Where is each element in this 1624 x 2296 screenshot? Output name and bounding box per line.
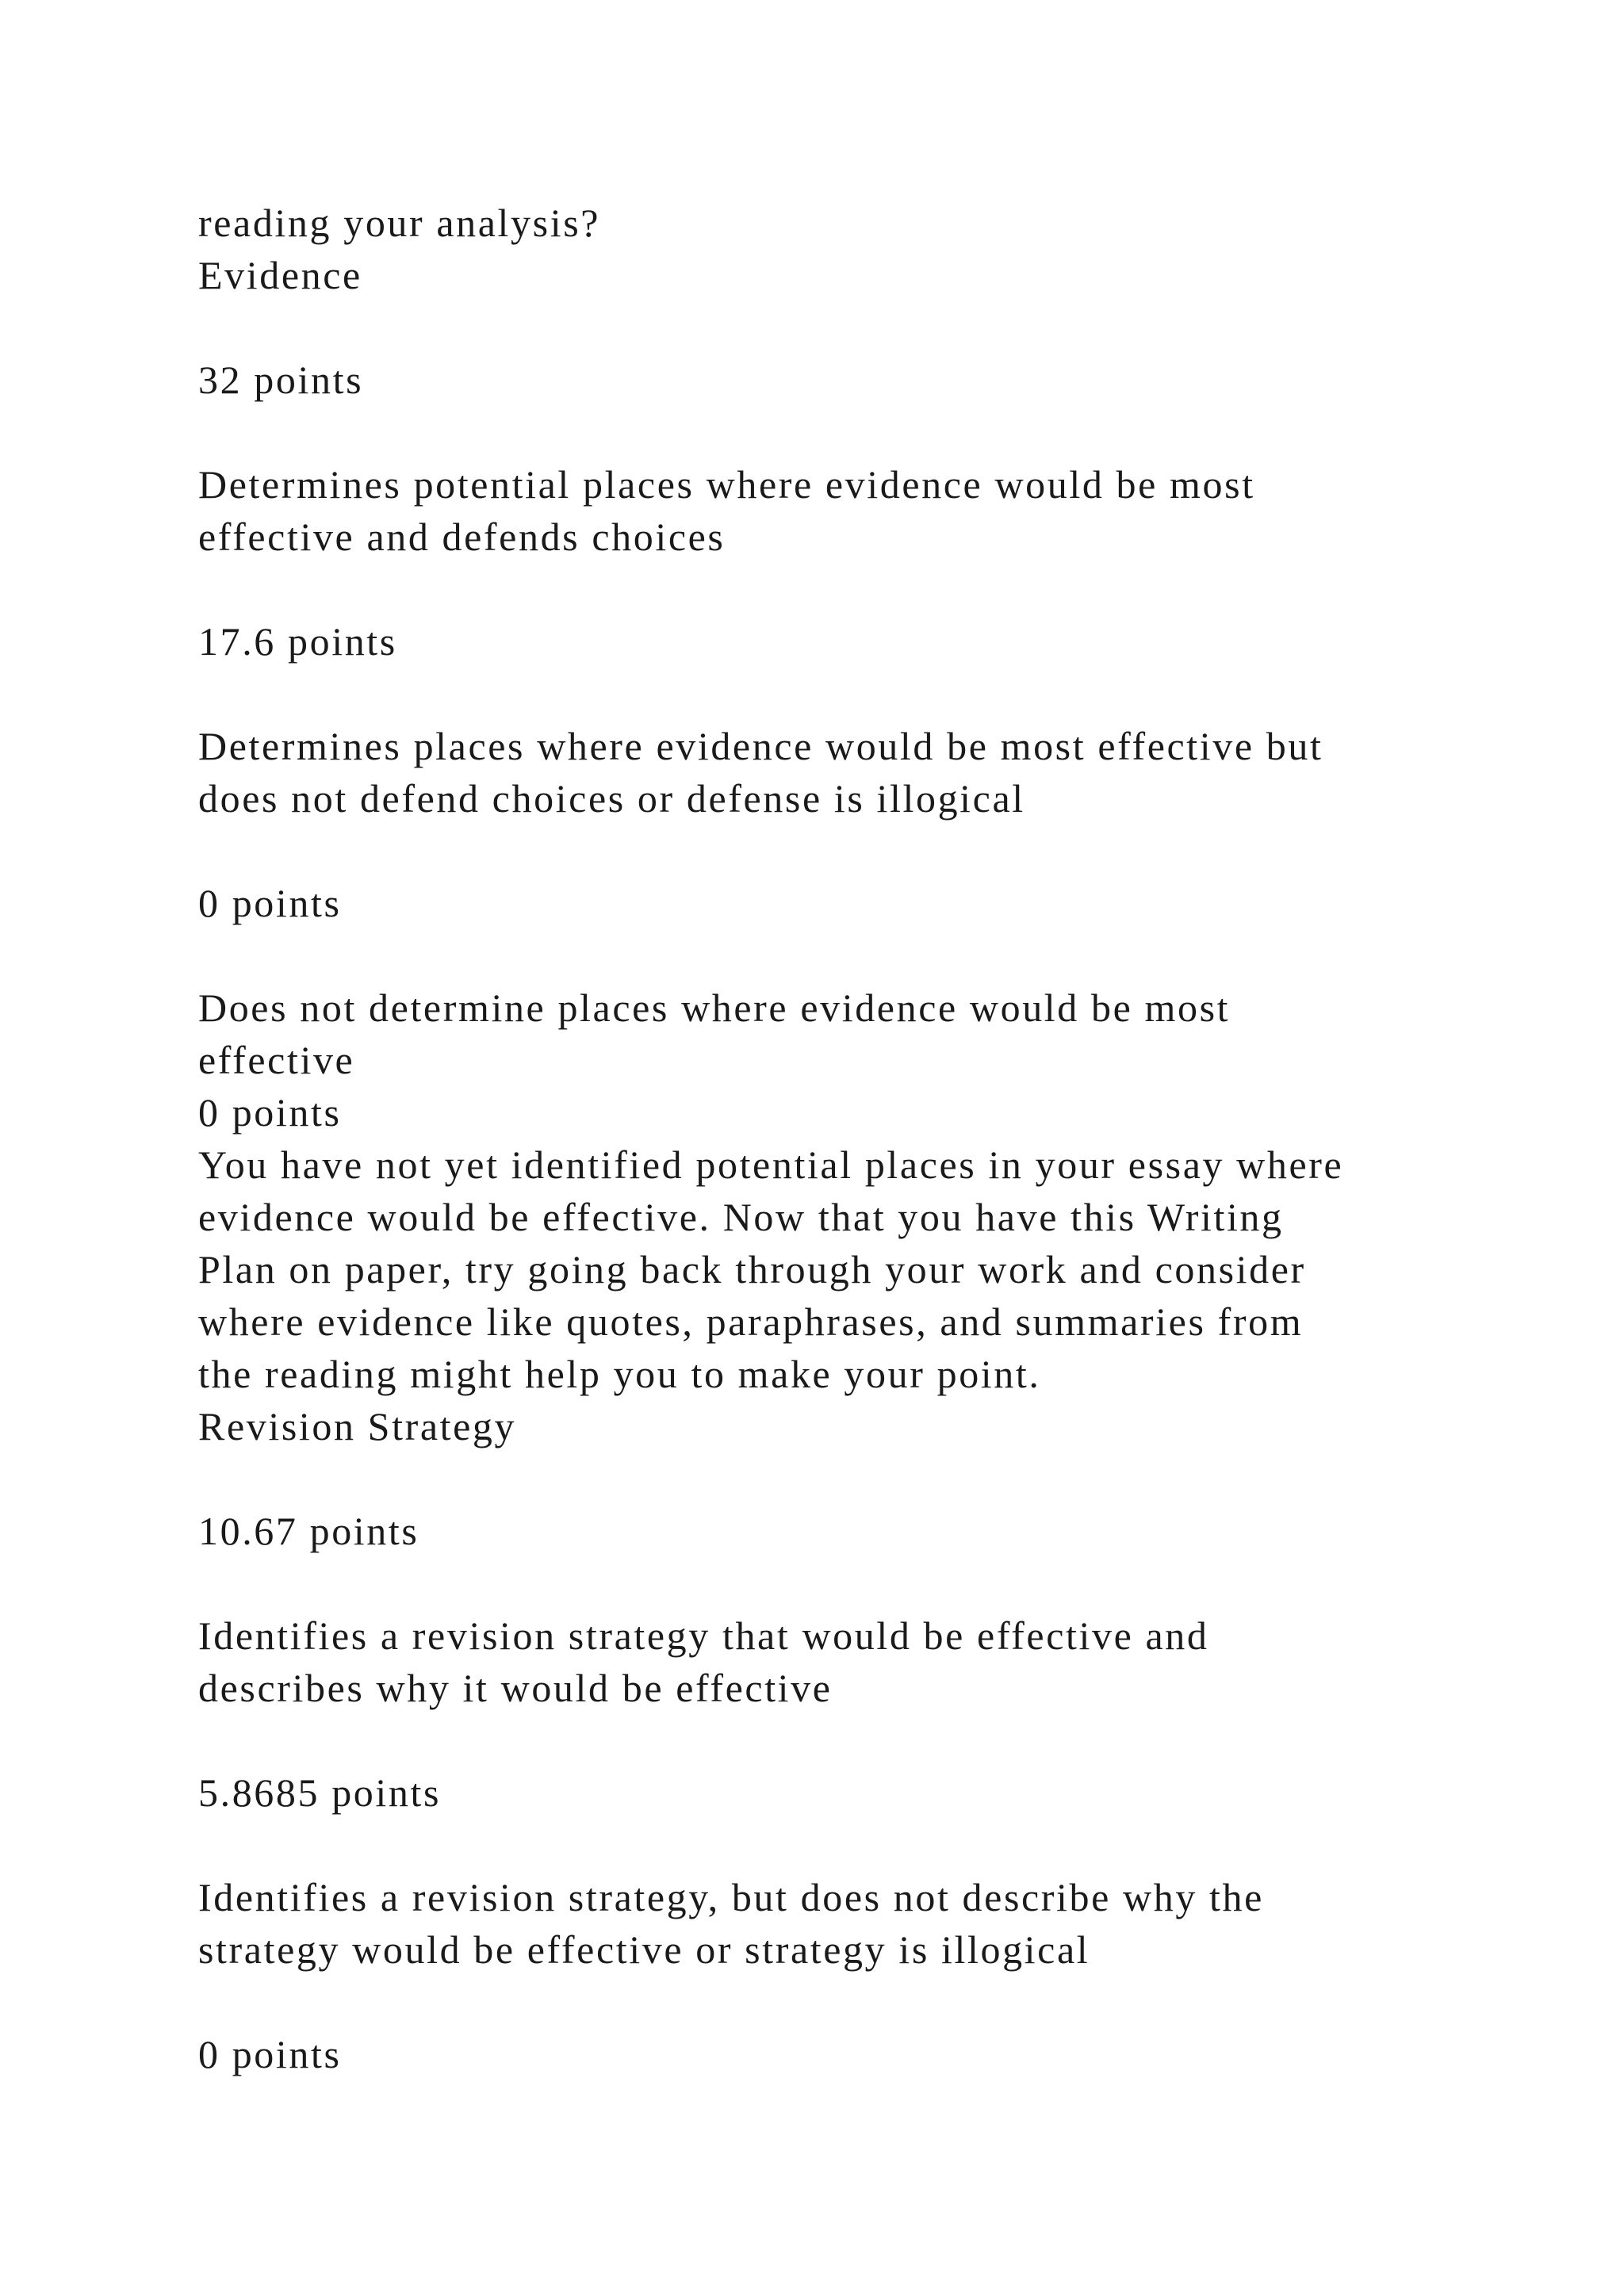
criterion-text: Identifies a revision strategy, but does not describe why the <box>198 1875 1264 1919</box>
text-line: reading your analysis? <box>198 201 601 245</box>
feedback-text: the reading might help you to make your point. <box>198 1352 1041 1396</box>
points-value: 0 points <box>198 1090 342 1135</box>
criterion-text: Determines places where evidence would be most effective but <box>198 724 1323 768</box>
feedback-text: evidence would be effective. Now that you have this Writing <box>198 1195 1284 1239</box>
criterion-text: Does not determine places where evidence would be most <box>198 985 1231 1030</box>
criterion-text: strategy would be effective or strategy is illogical <box>198 1927 1090 1972</box>
points-value: 0 points <box>198 2032 342 2076</box>
criterion-text: Determines potential places where evidence would be most <box>198 462 1255 507</box>
criterion-text: effective and defends choices <box>198 515 726 559</box>
points-value: 17.6 points <box>198 619 397 664</box>
criterion-text: Identifies a revision strategy that would be effective and <box>198 1613 1209 1658</box>
feedback-text: Plan on paper, try going back through your work and consider <box>198 1247 1306 1292</box>
criterion-text: does not defend choices or defense is illogical <box>198 776 1025 821</box>
section-heading-evidence: Evidence <box>198 253 362 297</box>
points-value: 0 points <box>198 881 342 925</box>
points-value: 32 points <box>198 358 364 402</box>
feedback-text: where evidence like quotes, paraphrases, and summaries from <box>198 1299 1304 1344</box>
points-value: 10.67 points <box>198 1509 419 1553</box>
points-value: 5.8685 points <box>198 1770 442 1815</box>
criterion-text: effective <box>198 1038 355 1082</box>
criterion-text: describes why it would be effective <box>198 1666 833 1710</box>
section-heading-revision-strategy: Revision Strategy <box>198 1404 517 1448</box>
feedback-text: You have not yet identified potential places in your essay where <box>198 1142 1344 1187</box>
